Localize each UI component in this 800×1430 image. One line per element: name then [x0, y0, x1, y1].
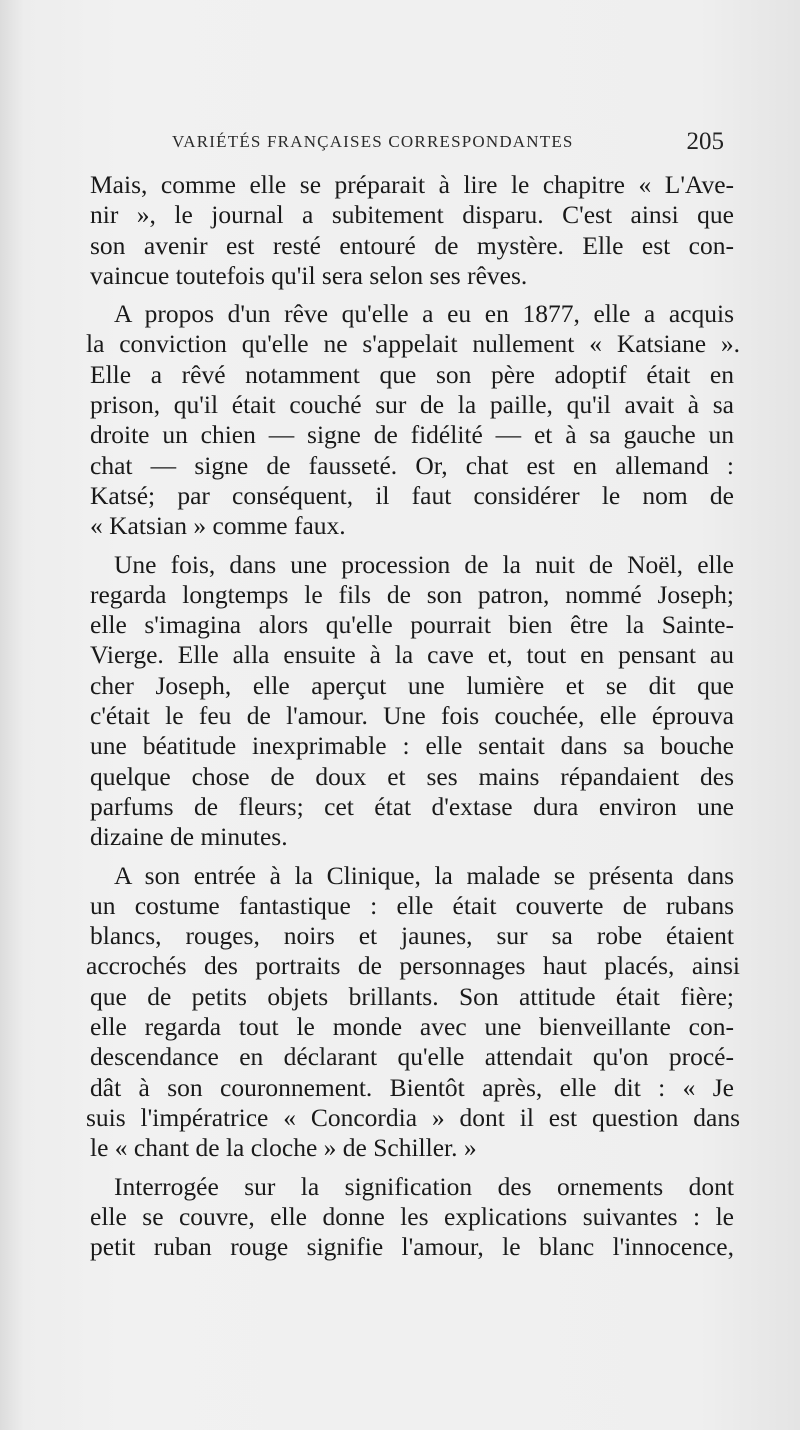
page-number: 205	[686, 128, 724, 155]
text-line: blancs, rouges, noirs et jaunes, sur sa robe étaient	[90, 921, 734, 951]
body-text	[86, 170, 740, 1262]
text-line: le « chant de la cloche » de Schiller. »	[90, 1133, 477, 1163]
text-line: nir », le journal a subitement disparu. C'est ainsi que	[90, 200, 734, 230]
text-line: A son entrée à la Clinique, la malade se présenta dans	[114, 860, 734, 890]
text-line: la conviction qu'elle ne s'appelait nullement « Katsiane ».	[86, 329, 740, 359]
text-line: que de petits objets brillants. Son attitude était fière;	[90, 981, 734, 1011]
text-line: Mais, comme elle se préparait à lire le chapitre « L'Ave-	[90, 170, 734, 199]
text-line: petit ruban rouge signifie l'amour, le blanc l'innocence,	[90, 1232, 734, 1262]
text-line: dât à son couronnement. Bientôt après, elle dit : « Je	[90, 1072, 734, 1102]
text-line: vaincue toutefois qu'il sera selon ses rêves.	[90, 260, 528, 290]
text-line: regarda longtemps le fils de son patron, nommé Joseph;	[90, 579, 734, 609]
paragraph-1	[90, 170, 734, 291]
text-line: elle regarda tout le monde avec une bienveillante con-	[90, 1012, 734, 1042]
text-line: accrochés des portraits de personnages haut placés, ainsi	[86, 951, 740, 981]
text-line: Une fois, dans une procession de la nuit de Noël, elle	[114, 549, 734, 579]
text-line: elle se couvre, elle donne les explications suivantes : le	[90, 1201, 734, 1231]
text-line: prison, qu'il était couché sur de la paille, qu'il avait à sa	[90, 390, 734, 420]
paragraph-5	[90, 1172, 734, 1263]
text-line: Vierge. Elle alla ensuite à la cave et, tout en pensant au	[90, 640, 734, 670]
text-line: une béatitude inexprimable : elle sentait dans sa bouche	[90, 731, 734, 761]
text-line: « Katsian » comme faux.	[90, 511, 346, 541]
paragraph-3	[90, 550, 734, 853]
page-header	[172, 128, 732, 158]
text-line: son avenir est resté entouré de mystère. Elle est con-	[90, 230, 734, 260]
text-line: Elle a rêvé notamment que son père adoptif était en	[90, 359, 734, 389]
text-line: droite un chien — signe de fidélité — et à sa gauche un	[90, 420, 734, 450]
text-line: Interrogée sur la signification des ornements dont	[114, 1171, 734, 1201]
text-line: Katsé; par conséquent, il faut considérer le nom de	[90, 480, 734, 510]
text-line: parfums de fleurs; cet état d'extase dura environ une	[90, 791, 734, 821]
text-line: c'était le feu de l'amour. Une fois couchée, elle éprouva	[90, 701, 734, 731]
text-line: descendance en déclarant qu'elle attendait qu'on procé-	[90, 1042, 734, 1072]
text-line: A propos d'un rêve qu'elle a eu en 1877, elle a acquis	[114, 299, 734, 329]
text-line: dizaine de minutes.	[90, 822, 288, 852]
text-line: chat — signe de fausseté. Or, chat est en allemand :	[90, 450, 734, 480]
text-line: cher Joseph, elle aperçut une lumière et se dit que	[90, 670, 734, 700]
text-line: suis l'impératrice « Concordia » dont il est question dans	[86, 1102, 740, 1132]
paragraph-4	[86, 860, 740, 1164]
text-line: elle s'imagina alors qu'elle pourrait bien être la Sainte-	[90, 610, 734, 640]
text-line: un costume fantastique : elle était couverte de rubans	[90, 890, 734, 920]
paragraph-2	[86, 299, 740, 541]
text-line: quelque chose de doux et ses mains répandaient des	[90, 761, 734, 791]
running-title: VARIÉTÉS FRANÇAISES CORRESPONDANTES	[172, 132, 574, 151]
